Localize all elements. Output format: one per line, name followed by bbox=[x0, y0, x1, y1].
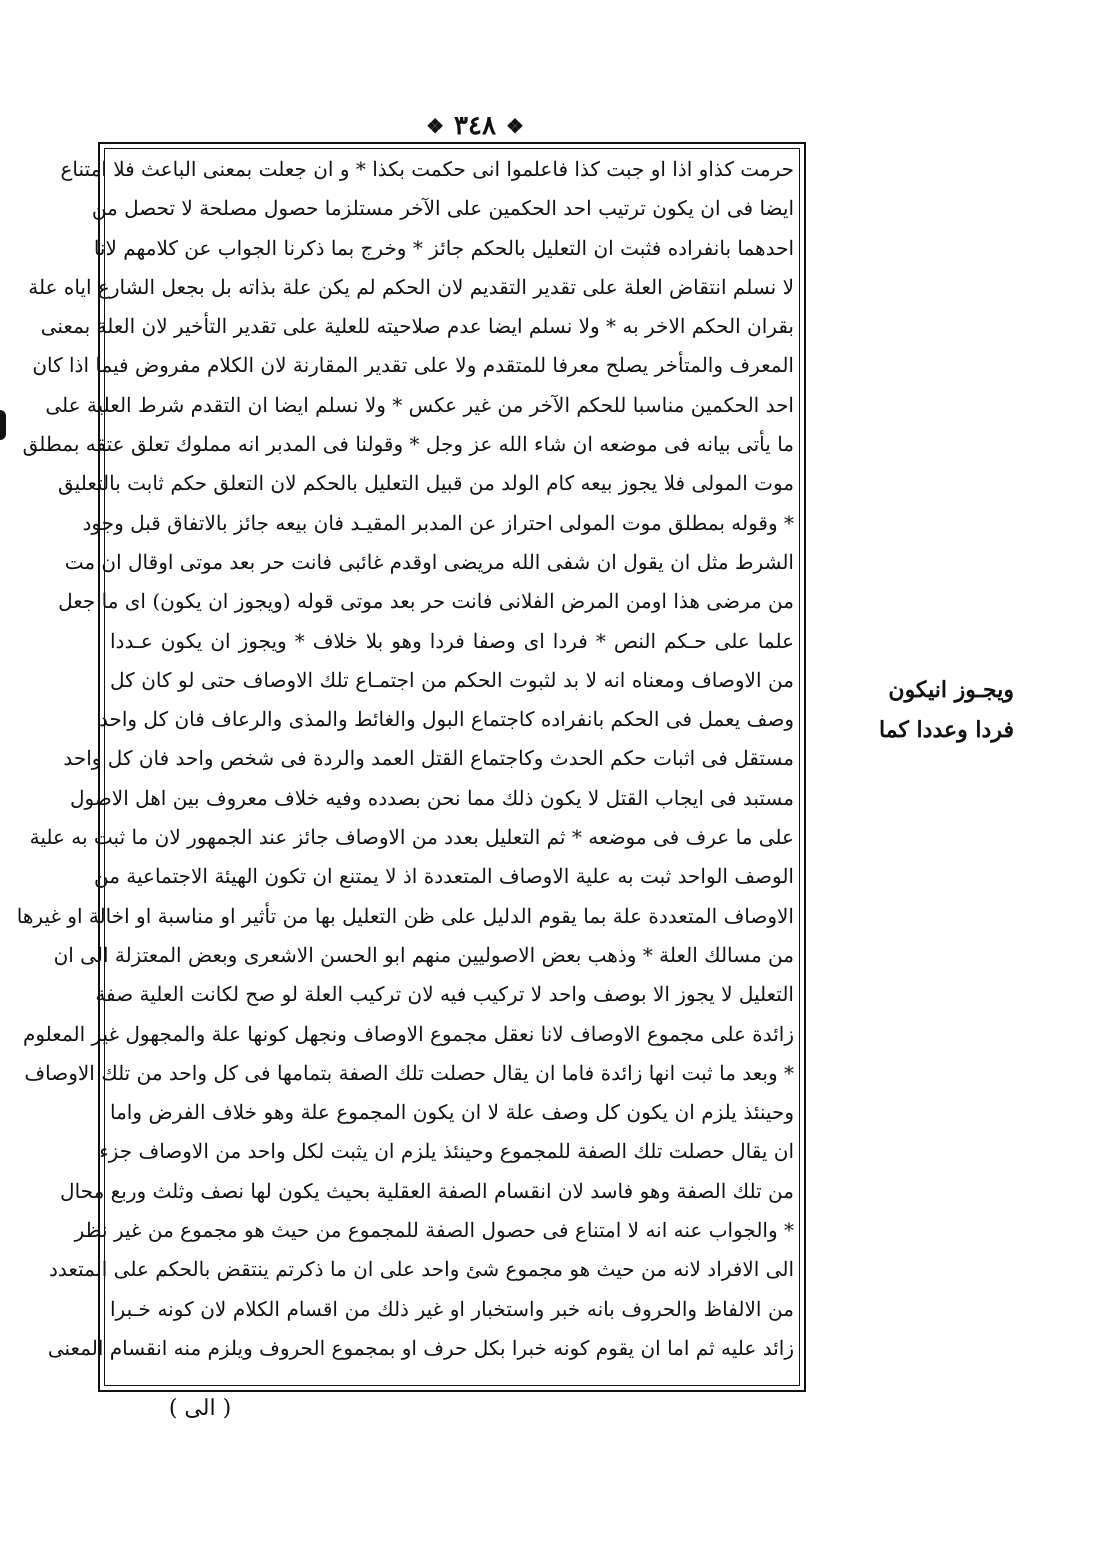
text-line: الوصف الواحد ثبت به علية الاوصاف المتعددة اذ لا يمتنع ان تكون الهيئة الاجتماعية من bbox=[93, 864, 794, 889]
text-line: من تلك الصفة وهو فاسد لان انقسام الصفة العقلية بحيث يكون لها نصف وثلث وربع محال bbox=[60, 1178, 794, 1203]
text-frame bbox=[16, 142, 806, 1392]
text-line: المعرف والمتأخر يصلح معرفا للمتقدم ولا على تقدير المقارنة لان الكلام مفروض فيما اذا كان bbox=[32, 353, 794, 378]
text-line: ايضا فى ان يكون ترتيب احد الحكمين على الآخر مستلزما حصول مصلحة لا تحصل من bbox=[91, 196, 794, 221]
text-line: على ما عرف فى موضعه * ثم التعليل بعدد من الاوصاف جائز عند الجمهور لان ما ثبت به علية bbox=[29, 825, 794, 850]
text-line: لا نسلم انتقاض العلة على تقدير التقديم لان الحكم لم يكن علة بذاته بل بجعل الشارع اياه علة bbox=[28, 274, 794, 299]
text-line: من الاوصاف ومعناه انه لا بد لثبوت الحكم من اجتمـاع تلك الاوصاف حتى لو كان كل bbox=[110, 667, 794, 692]
margin-note bbox=[814, 670, 1014, 750]
catchword: ( الى ) bbox=[168, 1396, 232, 1421]
text-line: ما يأتى بيانه فى موضعه ان شاء الله عز وجل * وقولنا فى المدبر انه مملوك تعلق عتقه بمطلق bbox=[22, 432, 794, 457]
ornament-right-icon: ❖ bbox=[505, 114, 524, 138]
text-line: من مرضى هذا اومن المرض الفلانى فانت حر بعد موتى قوله (ويجوز ان يكون) اى ما جعل bbox=[58, 589, 794, 614]
text-line: * وقوله بمطلق موت المولى احتراز عن المدبر المقيـد فان بيعه جائز بالاتفاق قبل وجود bbox=[82, 510, 794, 535]
text-line: الشرط مثل ان يقول ان شفى الله مريضى اوقدم غائبى فانت حر بعد موتى اوقال ان مت bbox=[64, 549, 794, 574]
text-line: من الالفاظ والحروف بانه خبر واستخبار او غير ذلك من اقسام الكلام لان كونه خـبرا bbox=[110, 1296, 794, 1321]
text-line: حرمت كذاو اذا او جبت كذا فاعلموا انى حكمت بكذا * و ان جعلت بمعنى الباعث فلا امتناع bbox=[60, 157, 794, 181]
text-line: موت المولى فلا يجوز بيعه كام الولد من قبيل التعليل بالحكم لان التعلق حكم ثابت بالتعليق bbox=[57, 471, 794, 496]
text-line: الى الافراد لانه من حيث هو مجموع شئ واحد على ان ما ذكرتم ينتقض بالحكم على المتعدد bbox=[49, 1257, 794, 1282]
ornament-left-icon: ❖ bbox=[426, 114, 445, 138]
page-number: ٣٤٨ bbox=[454, 111, 496, 141]
text-line: علما على حـكم النص * فردا اى وصفا فردا وهو بلا خلاف * ويجوز ان يكون عـددا bbox=[110, 628, 794, 653]
text-line: التعليل لا يجوز الا بوصف واحد لا تركيب فيه لان تركيب العلة لو صح لكانت العلية صفة bbox=[95, 982, 794, 1007]
text-line: * والجواب عنه انه لا امتناع فى حصول الصفة للمجموع من حيث هو مجموع من غير نظر bbox=[74, 1218, 794, 1243]
text-line: ان يقال حصلت تلك الصفة للمجموع وحينئذ يلزم ان يثبت لكل واحد من الاوصاف جزء bbox=[99, 1139, 794, 1164]
text-line: وحينئذ يلزم ان يكون كل وصف علة لا ان يكون المجموع علة وهو خلاف الفرض واما bbox=[110, 1100, 794, 1125]
text-line: من مسالك العلة * وذهب بعض الاصوليين منهم ابو الحسن الاشعرى وبعض المعتزلة الى ان bbox=[53, 942, 794, 967]
page-edge-mark bbox=[0, 410, 6, 440]
margin-note-line: فردا وعددا كما bbox=[879, 717, 1014, 743]
text-line: احدهما بانفراده فثبت ان التعليل بالحكم جائز * وخرج بما ذكرنا الجواب عن كلامهم لانا bbox=[93, 235, 794, 260]
text-line: زائد عليه ثم اما ان يقوم كونه خبرا بكل حرف او بمجموع الحروف ويلزم منه انقسام المعنى bbox=[47, 1335, 794, 1360]
text-line: الاوصاف المتعددة علة بما يقوم الدليل على ظن التعليل بها من تأثير او مناسبة او اخالة او غيرها bbox=[16, 903, 794, 928]
text-line: زائدة على مجموع الاوصاف لانا نعقل مجموع الاوصاف ونجهل كونها علة والمجهول غير المعلوم bbox=[22, 1021, 794, 1046]
text-line: * وبعد ما ثبت انها زائدة فاما ان يقال حصلت تلك الصفة بتمامها فى كل واحد من تلك الاوصاف bbox=[24, 1060, 794, 1085]
text-line: وصف يعمل فى الحكم بانفراده كاجتماع البول والغائط والمذى والرعاف فان كل واحد bbox=[99, 707, 794, 732]
page-number-header bbox=[420, 108, 530, 144]
text-line: بقران الحكم الاخر به * ولا نسلم ايضا عدم صلاحيته للعلية على تقدير التأخير لان العلة بمعنى bbox=[40, 314, 794, 339]
text-line: مستبد فى ايجاب القتل لا يكون ذلك مما نحن بصدده وفيه خلاف معروف بين اهل الاصول bbox=[69, 785, 794, 810]
main-text-body bbox=[16, 150, 794, 1384]
text-line: مستقل فى اثبات حكم الحدث وكاجتماع القتل العمد والردة فى شخص واحد فان كل واحد bbox=[63, 746, 794, 771]
margin-note-line: ويجـوز انيكون bbox=[888, 677, 1014, 703]
text-line: احد الحكمين مناسبا للحكم الآخر من غير عكس * ولا نسلم ايضا ان التقدم شرط العلية على bbox=[45, 392, 794, 417]
